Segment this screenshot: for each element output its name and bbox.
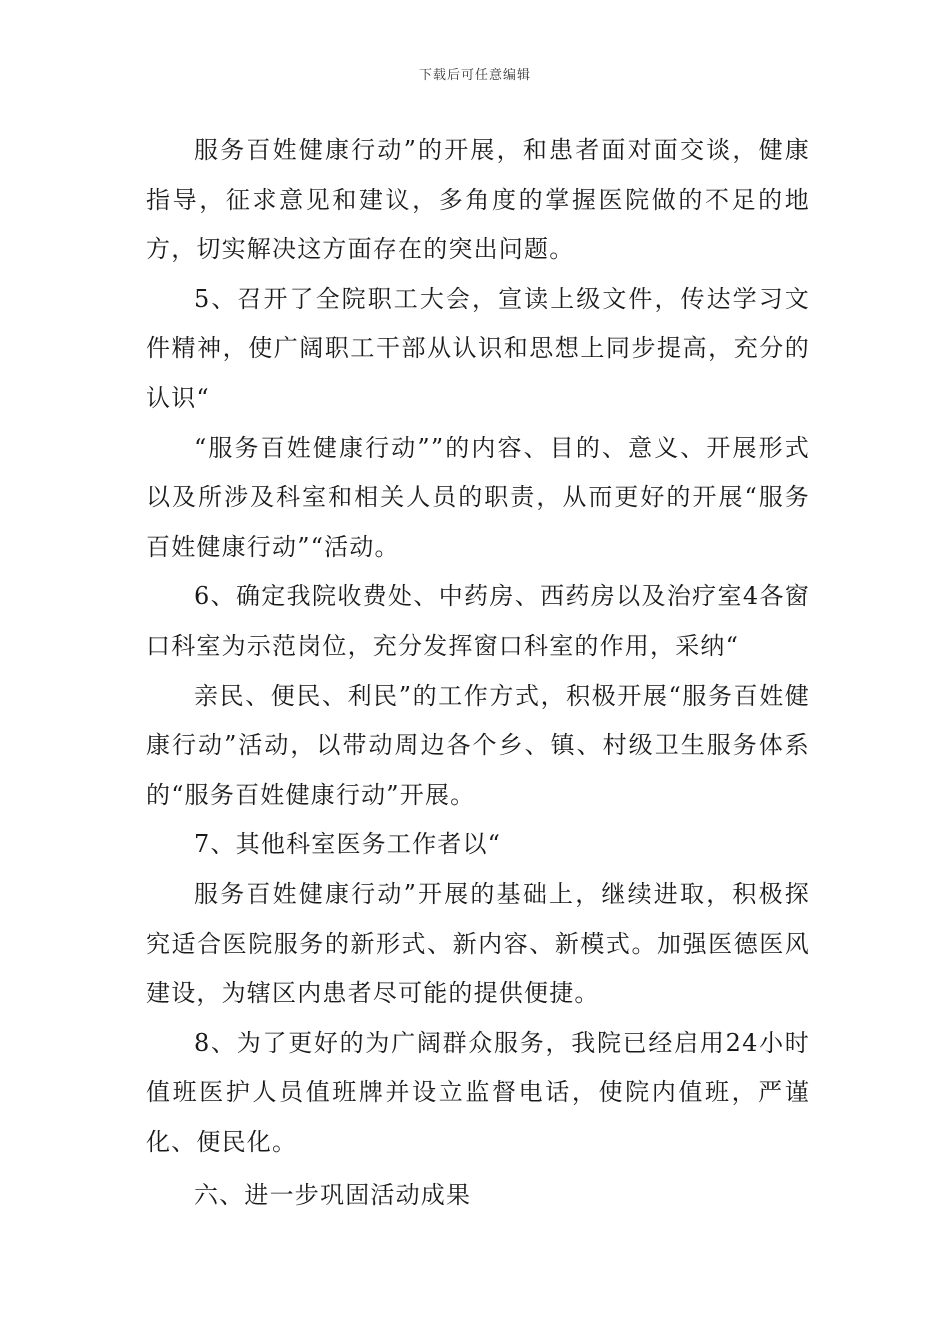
paragraph-3: “服务百姓健康行动””的内容、目的、意义、开展形式以及所涉及科室和相关人员的职责，从而更好的开展“服务百姓健康行动”“活动。	[146, 433, 810, 561]
paragraph-7: 服务百姓健康行动”开展的基础上，继续进取，积极探究适合医院服务的新形式、新内容、新模式。加强医德医风建设，为辖区内患者尽可能的提供便捷。	[146, 879, 810, 1008]
section-heading: 六、进一步巩固活动成果	[194, 1181, 472, 1210]
paragraph-8: 8、为了更好的为广阔群众服务，我院已经启用24小时值班医护人员值班牌并设立监督电话，使院内值班，严谨化、便民化。	[146, 1028, 810, 1156]
paragraph-2: 5、召开了全院职工大会，宣读上级文件，传达学习文件精神，使广阔职工干部从认识和思想上同步提高，充分的认识“	[146, 284, 810, 412]
paragraph-1: 服务百姓健康行动”的开展，和患者面对面交谈，健康指导，征求意见和建议，多角度的掌握医院做的不足的地方，切实解决这方面存在的突出问题。	[146, 136, 810, 264]
header-note: 下载后可任意编辑	[418, 68, 531, 83]
paragraph-4: 6、确定我院收费处、中药房、西药房以及治疗室4各窗口科室为示范岗位，充分发挥窗口科室的作用，采纳“	[146, 582, 810, 660]
document-body	[146, 126, 810, 1221]
paragraph-6: 7、其他科室医务工作者以“	[194, 830, 502, 859]
paragraph-5: 亲民、便民、利民”的工作方式，积极开展“服务百姓健康行动”活动，以带动周边各个乡、镇、村级卫生服务体系的“服务百姓健康行动”开展。	[146, 681, 810, 809]
